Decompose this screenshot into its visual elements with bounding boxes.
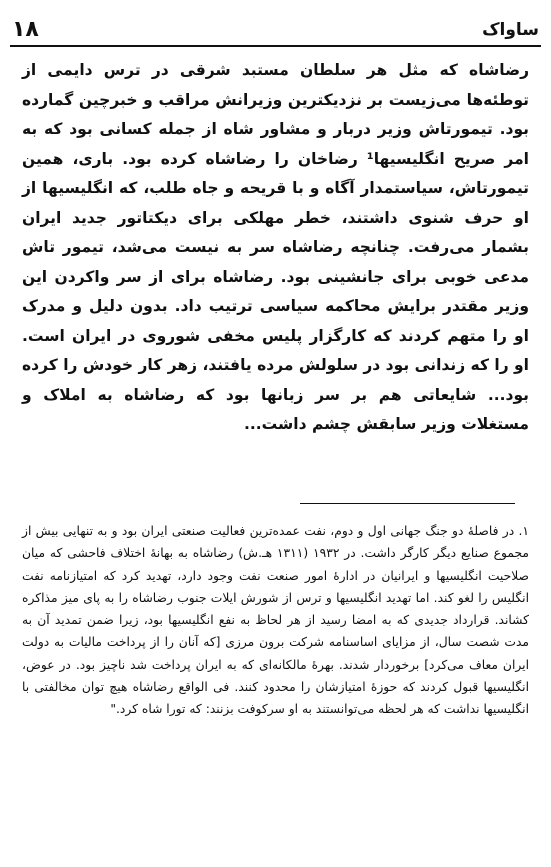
body-paragraph: رضاشاه که مثل هر سلطان مستبد شرقی در ترس دایمی از توطئه‌ها می‌زیست بر نزدیکترین وزیرانش مراقب و خبرچین گمارده بود. تیمورتاش وزیر دربار و مشاور شاه از جمله کسانی بود که به امر صریح انگلیسیها¹ رضاخان را رضاشاه کرده بود. باری، همین تیمورتاش، سیاستمدار آگاه و با قریحه و جاه طلب، که انگلیسیها از او حرف شنوی داشتند، خطر مهلکی برای دیکتاتور جدید ایران بشمار می‌رفت. چنانچه رضاشاه سر به نیست می‌شد، تیمور تاش مدعی خوبی برای جانشینی بود. رضاشاه برای از سر واکردن این وزیر مقتدر برایش محاکمه سیاسی ترتیب داد. بدون دلیل و مدرک او را متهم کردند که کارگزار پلیس مخفی شوروی در ایران است. او را که زندانی بود در سلولش مرده یافتند، زهر کار خودش را کرده بود... شایعاتی هم بر سر زبانها بود که رضاشاه به املاک و مستغلات وزیر سابقش چشم داشت... bbox=[22, 61, 529, 433]
footnote-divider bbox=[300, 503, 515, 504]
footnote-text: ۱. در فاصلهٔ دو جنگ جهانی اول و دوم، نفت عمده‌ترین فعالیت صنعتی ایران بود و به تنهایی بیش از مجموع صنایع دیگر کارگر داشت. در ۱۹۳۲ (۱۳۱۱ هـ.ش) رضاشاه به بهانهٔ اختلاف فاحشی که میان صلاحیت انگلیسیها و ایرانیان در ادارهٔ امور صنعت نفت وجود دارد، تهدید کرد که امتیازنامه نفت انگلیس را لغو کند. اما تهدید انگلیسیها و ترس از شورش ایلات جنوب رضاشاه را به پای میز مذاکره کشاند. قرارداد جدیدی که به امضا رسید از هر لحاظ به نفع انگلیسیها بود، زیرا ضمن تمدید آن به مدت شصت سال، از مزایای اساسنامه شرکت برون مرزی [که آنان را از پرداخت مالیات به دولت ایران معاف می‌کرد] برخوردار شدند. بهرهٔ مالکانه‌ای که به ایران پرداخت شد ناچیز بود. در عوض، انگلیسیها قبول کردند که حوزهٔ امتیازشان را محدود کنند. فی الواقع رضاشاه هیچ توان مخالفتی با انگلیسیها نداشت که هر لحظه می‌توانستند به او سرکوفت بزنند: که تورا شاه کرد." bbox=[22, 524, 529, 717]
page-number: ۱۸ bbox=[12, 17, 39, 42]
running-head: ساواک bbox=[482, 20, 539, 40]
header-divider bbox=[10, 45, 541, 47]
page-header bbox=[12, 14, 539, 42]
